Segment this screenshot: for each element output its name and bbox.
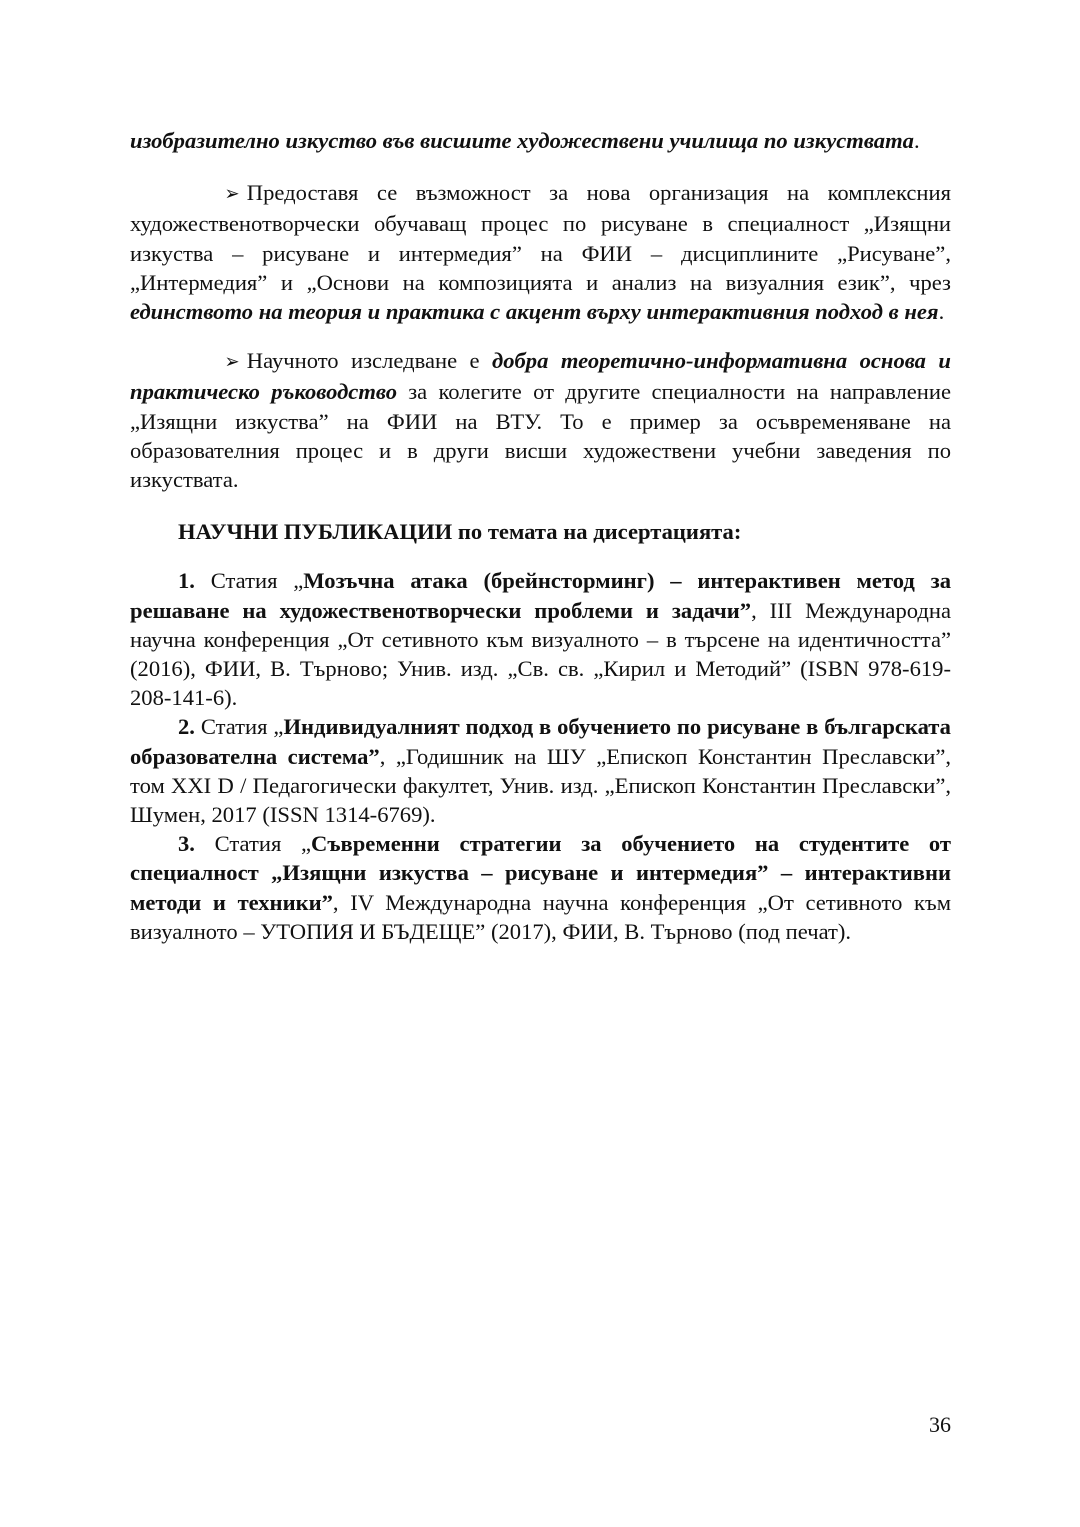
bullet-1-emphasis: единството на теория и практика с акцент върху интерактивния подход в нея [130, 299, 939, 325]
bullet-paragraph-1 [130, 178, 951, 326]
bullet-2-text-b: за колегите от другите специалности на направление „Изящни изкуства” на ФИИ на ВТУ. То е пример за осъвременяване на образователния процес и в други висши художествени учебни заведения по изкуствата. [130, 379, 951, 493]
publication-item-1 [130, 566, 951, 712]
publication-2-prefix: Статия „ [194, 714, 284, 740]
bullet-2-emphasis: добра теоретично-информативна основа и практическо ръководство [130, 348, 951, 405]
carry-over-emphasis: изобразително изкуство във висшите художествени училища по изкуствата [130, 128, 914, 153]
publication-item-3 [130, 829, 951, 946]
bullet-paragraph-2 [130, 346, 951, 494]
carry-over-end: . [913, 128, 920, 153]
bullet-1-text-a: Предоставя се възможност за нова организация на комплексния художественотворчески обучаващ процес по рисуване в специалност „Изящни изкуства – рисуване и интермедия” на ФИИ – дисциплините „Рисуване”, „Интермедия” и „Основи на композицията и анализ на визуалния език”, чрез [130, 180, 951, 295]
publication-1-details: , III Международна научна конференция „От сетивното към визуалното – в търсене на идентичността” (2016), ФИИ, В. Търново; Унив. изд. „Св. св. „Кирил и Методий” (ISBN 978-619-208-141-6). [130, 597, 952, 711]
publication-3-number: 3. [178, 831, 195, 857]
arrow-bullet-icon: ➢ [224, 351, 240, 374]
publication-3-title: Съвременни стратегии за обучението на студентите от специалност „Изящни изкуства – рисуване и интермедия” – интерактивни методи и техники” [130, 831, 951, 915]
publication-2-number: 2. [178, 714, 195, 740]
page-number: 36 [929, 1412, 951, 1437]
publication-2-details: , „Годишник на ШУ „Епископ Константин Преславски”, том XXI D / Педагогически факултет, Унив. изд. „Епископ Константин Преславски”, Шумен, 2017 (ISSN 1314-6769). [130, 743, 951, 828]
publication-1-prefix: Статия „ [194, 568, 304, 594]
publication-1-number: 1. [178, 568, 195, 594]
publication-1-title: Мозъчна атака (брейнсторминг) – интерактивен метод за решаване на художественотворчески проблеми и задачи” [130, 568, 951, 623]
document-body [130, 126, 951, 946]
arrow-bullet-icon: ➢ [224, 183, 240, 206]
publication-3-prefix: Статия „ [194, 831, 312, 857]
publications-heading: НАУЧНИ ПУБЛИКАЦИИ по темата на дисертацията: [178, 519, 742, 545]
bullet-1-text-b: . [938, 299, 945, 325]
bullet-2-text-a: Научното изследване е [246, 348, 493, 374]
publication-item-2 [130, 712, 951, 829]
carry-over-paragraph [130, 126, 951, 155]
publication-3-details: , IV Международна научна конференция „От сетивното към визуалното – УТОПИЯ И БЪДЕЩЕ” (2017), ФИИ, В. Търново (под печат). [130, 889, 952, 944]
publication-2-title: Индивидуалният подход в обучението по рисуване в българската образователна система” [130, 714, 951, 769]
